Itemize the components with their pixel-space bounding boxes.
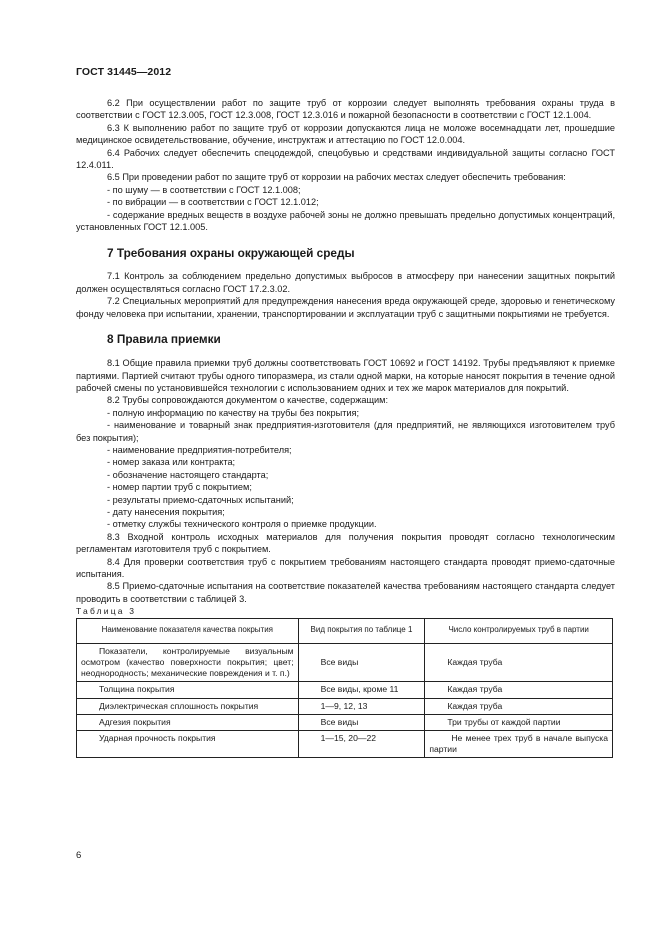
list-item: - наименование предприятия-потребителя; — [107, 444, 292, 455]
table-cell: Все виды — [298, 643, 425, 682]
table-cell: Каждая труба — [425, 698, 613, 714]
table-cell: Все виды — [298, 714, 425, 730]
table-cell — [77, 731, 299, 758]
cell-text: Диэлектрическая сплошность покрытия — [99, 700, 259, 711]
list-item-harmful-substances: - содержание вредных веществ в воздухе рабочей зоны не должно превышать предельно допустимых концентраций, установленных ГОСТ 12.1.005. — [76, 209, 615, 233]
table-row — [77, 643, 613, 682]
table-cell: Не менее трех труб в начале выпуска партии — [425, 731, 613, 758]
section-8-title: 8 Правила приемки — [107, 332, 221, 347]
table-cell — [77, 643, 299, 682]
cell-text: Адгезия покрытия — [99, 716, 171, 727]
table-caption: Таблица 3 — [76, 606, 137, 617]
column-header-pipe-count: Число контролируемых труб в партии — [425, 618, 613, 643]
paragraph-6-4: 6.4 Рабочих следует обеспечить спецодеждой, спецобувью и средствами индивидуальной защиты согласно ГОСТ 12.4.011. — [76, 147, 615, 171]
table-cell — [77, 682, 299, 698]
list-item: - обозначение настоящего стандарта; — [107, 469, 269, 480]
page-number: 6 — [76, 850, 82, 861]
paragraph-6-3: 6.3 К выполнению работ по защите труб от коррозии допускаются лица не моложе восемнадцати лет, прошедшие медицинское освидетельствование, обучение, инструктаж и аттестацию по ГОСТ 12.0.004. — [76, 122, 615, 146]
paragraph-7-2: 7.2 Специальных мероприятий для предупреждения нанесения вреда окружающей среде, здоровью и генетическому фонду человека при испытании, хранении, транспортировании и эксплуатации труб с защитными покрытиями не требуется. — [76, 296, 615, 319]
list-item: - дату нанесения покрытия; — [107, 506, 225, 517]
table-row — [77, 731, 613, 758]
table-row — [77, 714, 613, 730]
cell-text: Ударная прочность покрытия — [99, 733, 216, 744]
column-header-coating-type: Вид покрытия по таблице 1 — [298, 618, 425, 643]
paragraph-8-3: 8.3 Входной контроль исходных материалов для получения покрытия проводят согласно технологическим регламентам изготовителя труб с покрытием. — [76, 531, 615, 555]
list-item: - полную информацию по качеству на трубы без покрытия; — [107, 407, 360, 418]
table-cell — [77, 698, 299, 714]
column-header-indicator: Наименование показателя качества покрытия — [77, 618, 299, 643]
list-item: - номер партии труб с покрытием; — [107, 482, 252, 493]
table-row — [77, 698, 613, 714]
table-cell: 1—9, 12, 13 — [298, 698, 425, 714]
paragraph-6-2: 6.2 При осуществлении работ по защите труб от коррозии следует выполнять требования охраны труда в соответствии с ГОСТ 12.3.005, ГОСТ 12.3.008, ГОСТ 12.3.016 и пожарной безопасности в соответствии с ГОСТ 12.1.004. — [76, 98, 615, 121]
paragraph-7-1: 7.1 Контроль за соблюдением предельно допустимых выбросов в атмосферу при нанесении защитных покрытий должен осуществляться согласно ГОСТ 17.2.3.02. — [76, 271, 615, 294]
list-item-noise: - по шуму — в соответствии с ГОСТ 12.1.008; — [107, 184, 301, 195]
paragraph-8-5: 8.5 Приемо-сдаточные испытания на соответствие показателей качества требованиям настоящего стандарта следует проводить в соответствии с таблицей 3. — [76, 581, 615, 604]
list-item: - номер заказа или контракта; — [107, 457, 236, 468]
paragraph-8-1: 8.1 Общие правила приемки труб должны соответствовать ГОСТ 10692 и ГОСТ 14192. Трубы предъявляют к приемке партиями. Партией считают трубы одного типоразмера, из стали одной марки, на которые наносят покрытия в течение одной рабочей смены по установившейся технологии с использованием одних и тех же марок материалов для покрытий. — [76, 358, 615, 393]
table-header-row — [77, 618, 613, 643]
section-7-title: 7 Требования охраны окружающей среды — [107, 246, 355, 261]
list-item: - наименование и товарный знак предприятия-изготовителя (для предприятий, не являющихся изготовителем труб без покрытия); — [76, 420, 615, 443]
table-cell: Все виды, кроме 11 — [298, 682, 425, 698]
paragraph-6-5: 6.5 При проведении работ по защите труб от коррозии на рабочих местах следует обеспечить требования: — [107, 172, 566, 183]
table-cell: Три трубы от каждой партии — [425, 714, 613, 730]
list-item: - отметку службы технического контроля о приемке продукции. — [107, 519, 377, 530]
list-item: - результаты приемо-сдаточных испытаний; — [107, 494, 294, 505]
document-header: ГОСТ 31445—2012 — [76, 66, 172, 78]
paragraph-8-2: 8.2 Трубы сопровождаются документом о качестве, содержащим: — [107, 395, 389, 406]
cell-text: Толщина покрытия — [99, 684, 175, 695]
table-3 — [76, 618, 613, 759]
list-item-vibration: - по вибрации — в соответствии с ГОСТ 12.1.012; — [107, 197, 319, 208]
cell-text: Показатели, контролируемые визуальным осмотром (качество поверхности покрытия; цвет; неоднородность; механические повреждения и т. п.) — [81, 645, 294, 679]
table-cell: Каждая труба — [425, 682, 613, 698]
table-cell — [77, 714, 299, 730]
document-body — [76, 97, 615, 758]
table-cell: 1—15, 20—22 — [298, 731, 425, 758]
table-cell: Каждая труба — [425, 643, 613, 682]
table-row — [77, 682, 613, 698]
paragraph-8-4: 8.4 Для проверки соответствия труб с покрытием требованиям настоящего стандарта проводят приемо-сдаточные испытания. — [76, 556, 615, 579]
